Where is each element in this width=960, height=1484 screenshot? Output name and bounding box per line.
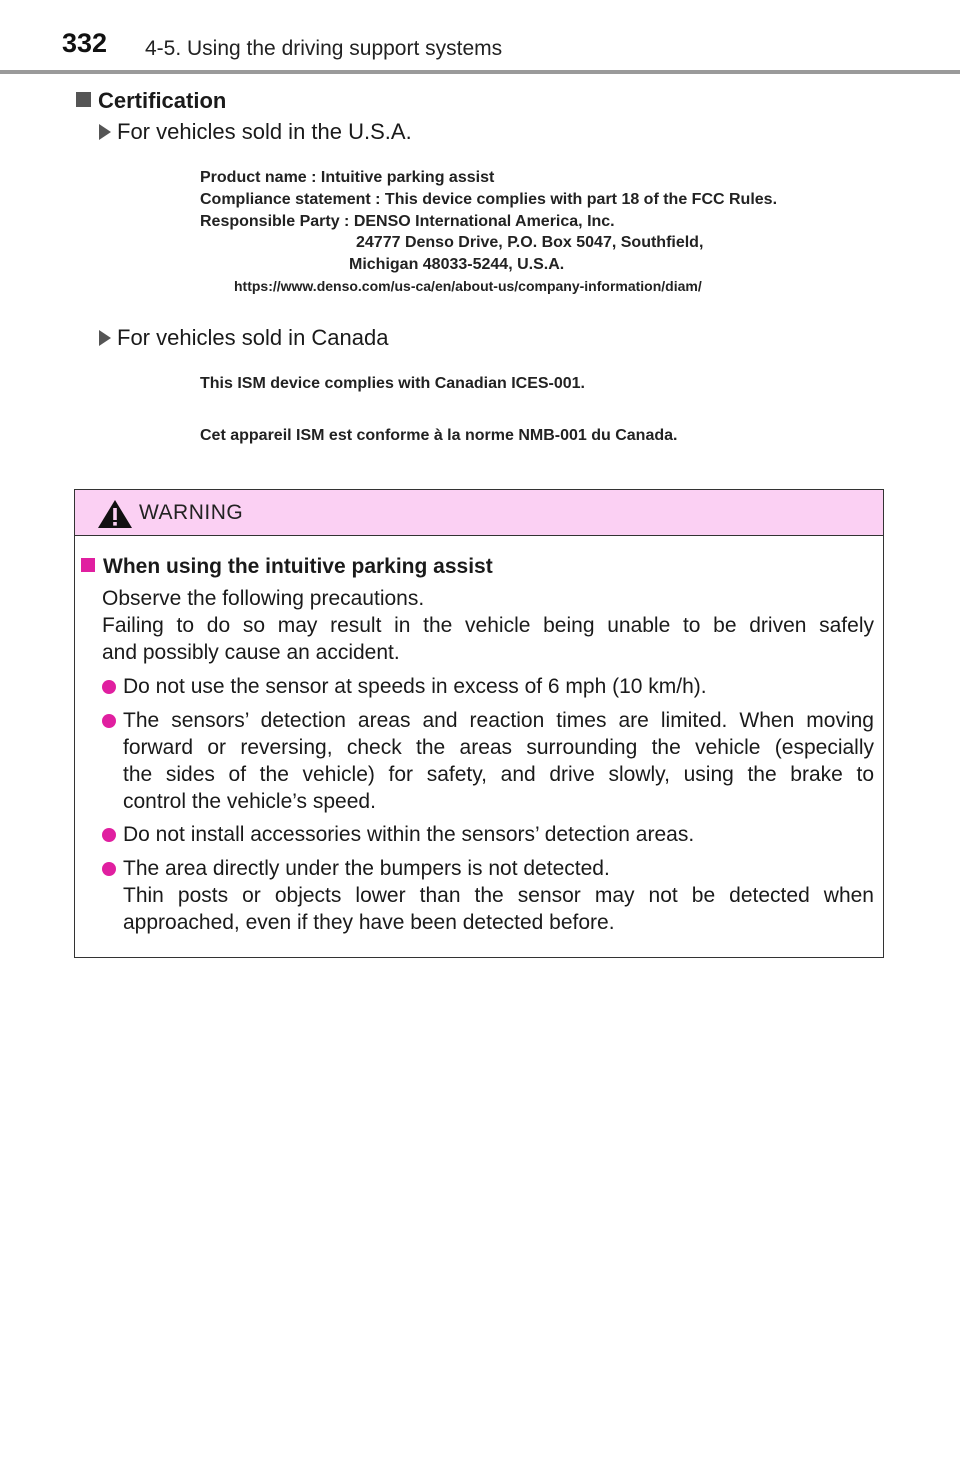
warning-bullet [102, 707, 874, 815]
warning-title: WARNING [139, 501, 244, 524]
chapter-title: 4-5. Using the driving support systems [145, 37, 503, 60]
warning-triangle-icon [97, 499, 133, 529]
square-bullet-icon [76, 92, 91, 107]
triangle-arrow-icon [99, 330, 111, 346]
section-title: Certification [98, 88, 227, 113]
bullet-line: The area directly under the bumpers is not detected. [123, 857, 610, 880]
warning-header [75, 490, 883, 536]
bullet-line: control the vehicle’s speed. [123, 790, 376, 813]
warning-intro [102, 585, 874, 666]
header-divider [0, 70, 960, 74]
warning-bullet [102, 673, 874, 700]
page-header [0, 0, 960, 76]
usa-line-compliance: Compliance statement : This device complies with part 18 of the FCC Rules. [200, 191, 778, 208]
bullet-line: approached, even if they have been detected before. [123, 911, 615, 934]
bullet-line: The sensors’ detection areas and reaction times are limited. When moving [123, 709, 874, 732]
usa-line-address1: 24777 Denso Drive, P.O. Box 5047, Southfield, [356, 234, 704, 251]
usa-line-party: Responsible Party : DENSO International America, Inc. [200, 213, 615, 230]
warning-subtitle-row [81, 555, 493, 579]
usa-line-address2: Michigan 48033-5244, U.S.A. [349, 256, 565, 273]
page-number: 332 [62, 28, 108, 58]
usa-line-product: Product name : Intuitive parking assist [200, 169, 495, 186]
intro-line: Failing to do so may result in the vehicle being unable to be driven safely [102, 614, 874, 637]
subsection-usa-label: For vehicles sold in the U.S.A. [117, 119, 412, 144]
subsection-canada-label: For vehicles sold in Canada [117, 325, 389, 350]
canada-line-en: This ISM device complies with Canadian ICES-001. [200, 375, 585, 392]
bullet-line: Do not use the sensor at speeds in excess of 6 mph (10 km/h). [123, 675, 707, 698]
bullet-line: Thin posts or objects lower than the sensor may not be detected when [123, 884, 874, 907]
round-bullet-icon [102, 714, 116, 728]
usa-line-url: https://www.denso.com/us-ca/en/about-us/company-information/diam/ [234, 278, 702, 294]
warning-box [74, 489, 884, 958]
round-bullet-icon [102, 680, 116, 694]
warning-subtitle: When using the intuitive parking assist [103, 555, 493, 578]
intro-line: Observe the following precautions. [102, 587, 425, 610]
bullet-line: forward or reversing, check the areas surrounding the vehicle (especially [123, 736, 874, 759]
warning-bullet [102, 855, 874, 936]
bullet-line: the sides of the vehicle) for safety, and drive slowly, using the brake to [123, 763, 874, 786]
subsection-canada [99, 325, 388, 351]
bullet-line: Do not install accessories within the sensors’ detection areas. [123, 823, 695, 846]
section-certification [76, 88, 226, 114]
triangle-arrow-icon [99, 124, 111, 140]
subsection-usa [99, 119, 412, 145]
round-bullet-icon [102, 862, 116, 876]
round-bullet-icon [102, 828, 116, 842]
intro-line: and possibly cause an accident. [102, 641, 400, 664]
warning-bullet [102, 821, 874, 848]
square-bullet-icon [81, 558, 95, 572]
canada-line-fr: Cet appareil ISM est conforme à la norme NMB-001 du Canada. [200, 427, 678, 444]
